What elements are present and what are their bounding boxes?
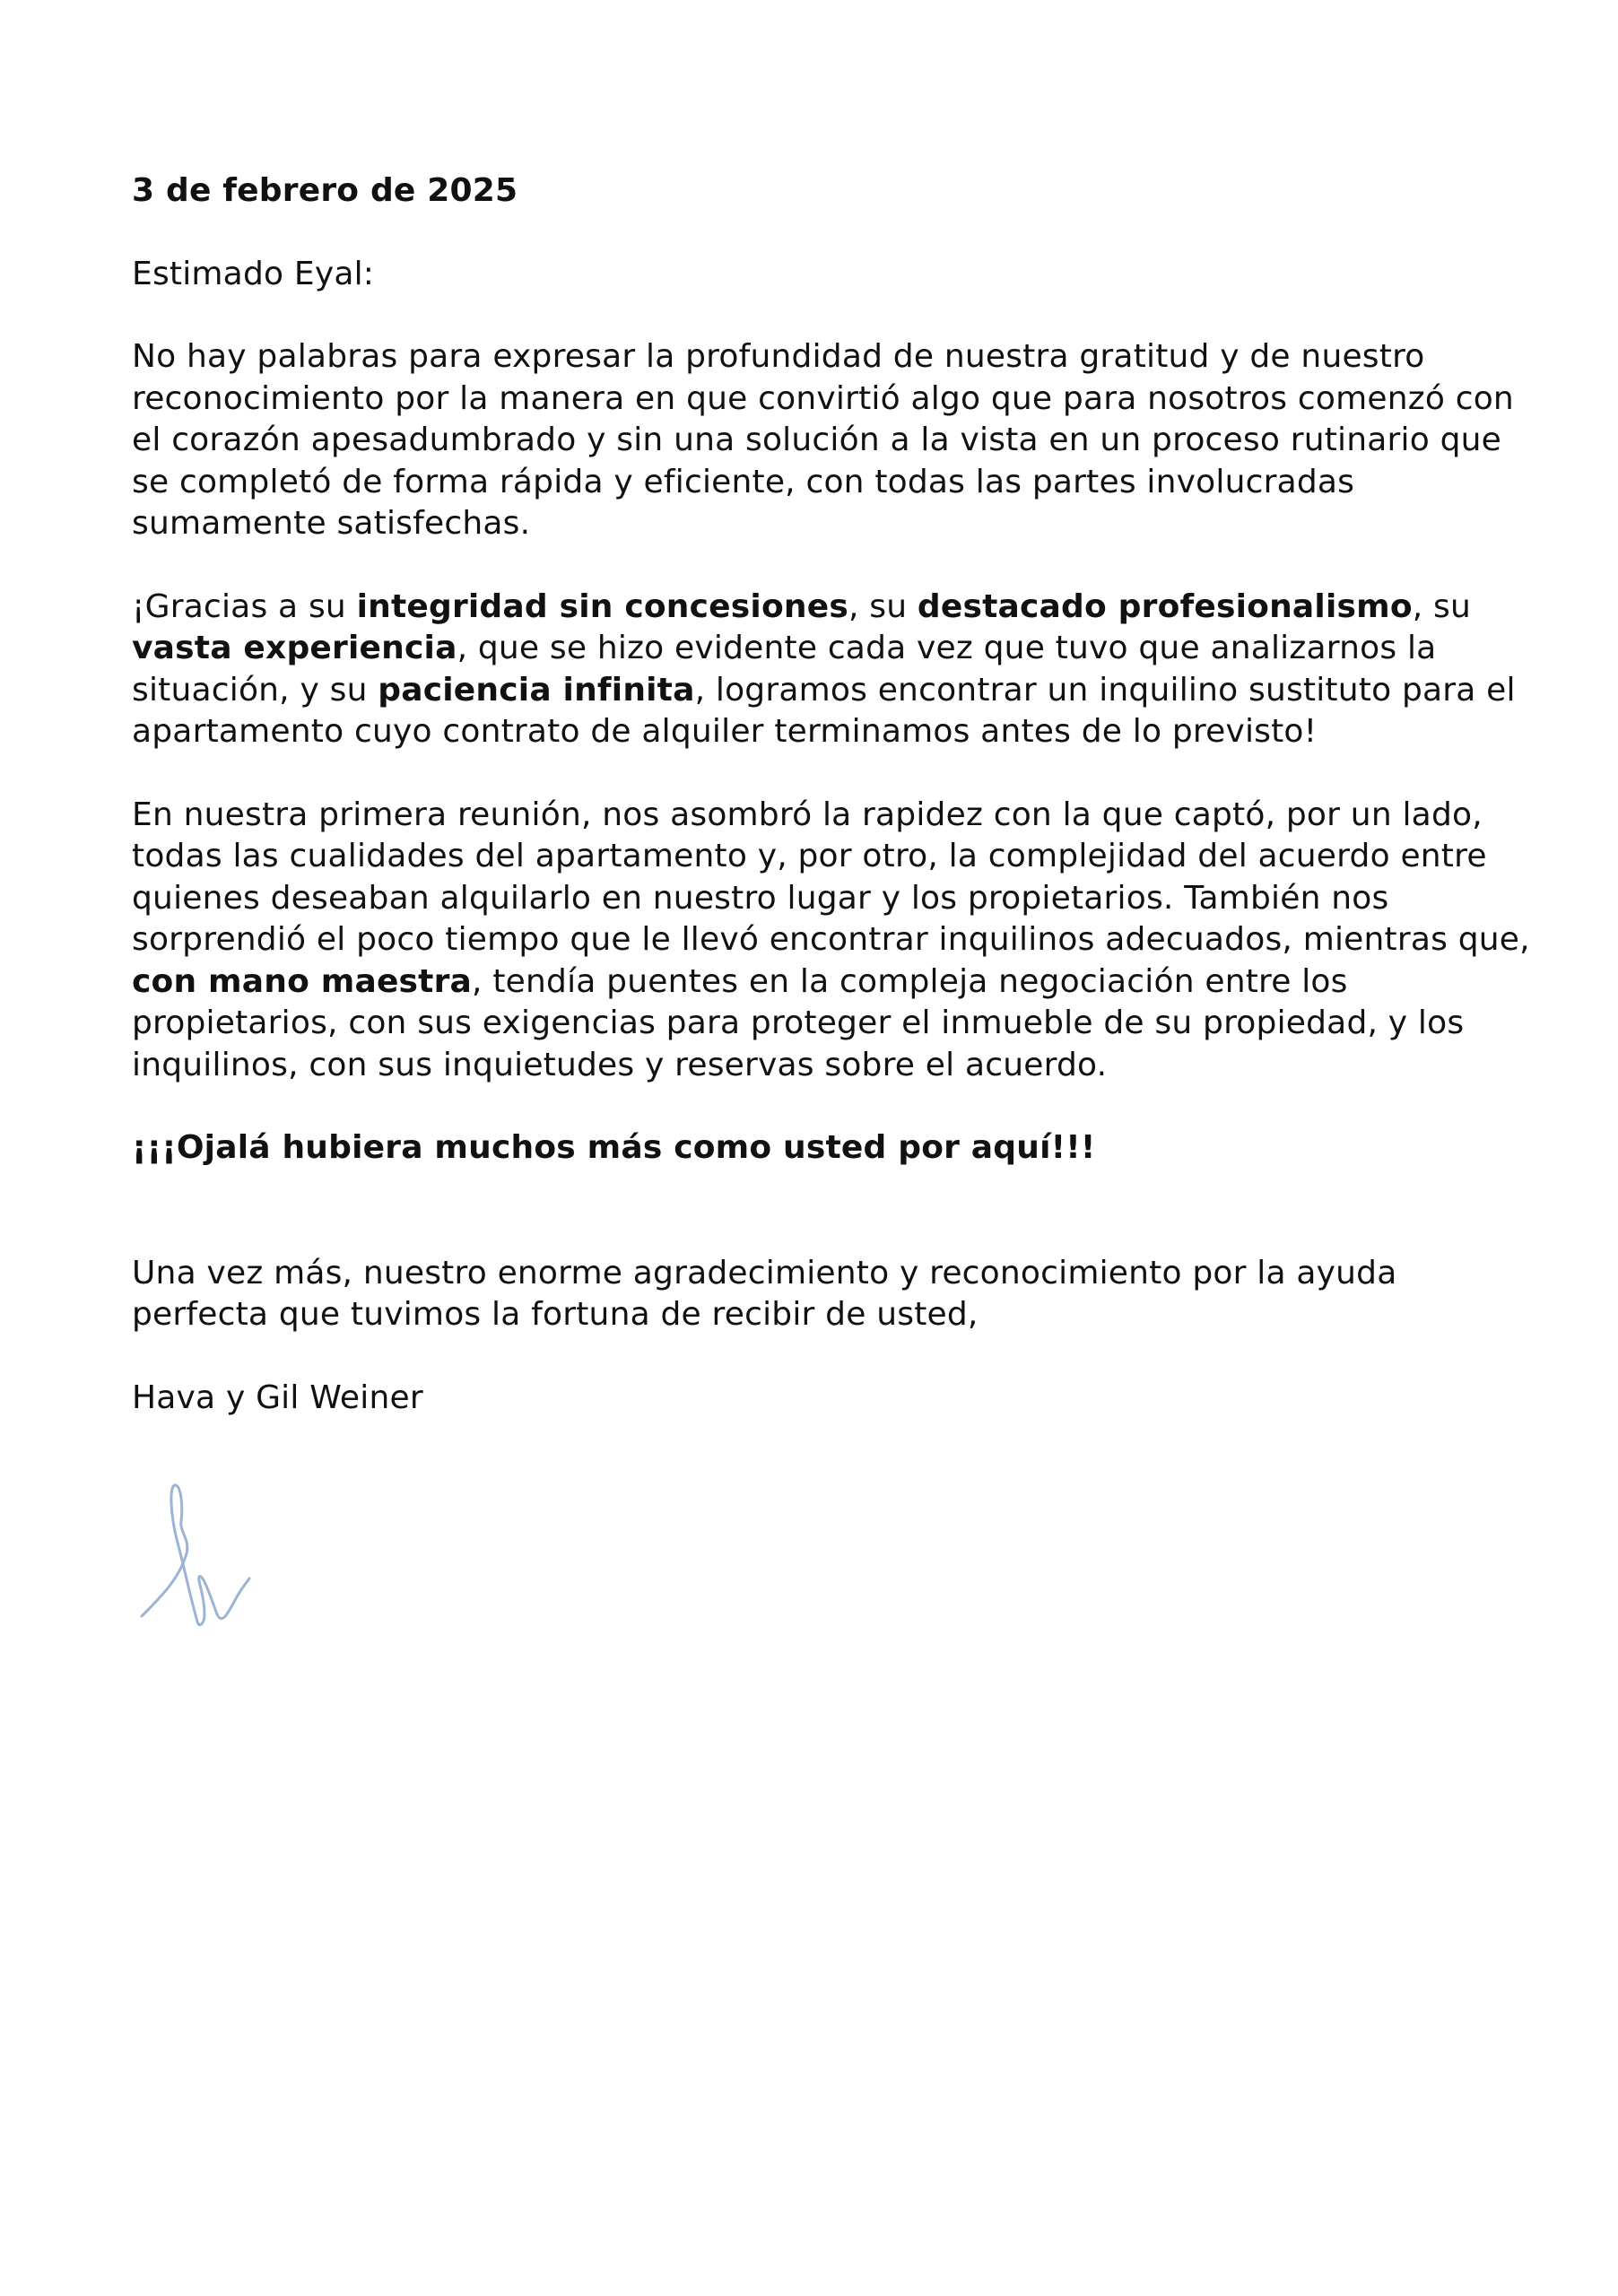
- text-run: En nuestra primera reunión, nos asombró la rapidez con la que captó, por un lado, todas las cualidades del apartamento y, por otro, la complejidad del acuerdo entre quienes deseaban alquilarlo en nuestro lugar y los propietarios. También nos sorprendió el poco tiempo que le llevó encontrar inquilinos adecuados, mientras que,: [132, 796, 1530, 958]
- text-run: , su: [1412, 587, 1472, 625]
- paragraph-qualities: [132, 587, 1531, 753]
- letter-body: [132, 170, 1531, 1419]
- text-run: , su: [848, 587, 918, 625]
- text-run: , logramos encontrar un inquilino sustituto para el apartamento cuyo contrato de alquiler terminamos antes de lo previsto!: [132, 671, 1516, 750]
- exclamation-line: ¡¡¡Ojalá hubiera muchos más como usted por aquí!!!: [132, 1129, 1096, 1166]
- text-run: , que se hizo evidente cada vez que tuvo que analizarnos la situación, y su: [132, 630, 1437, 709]
- closing-paragraph: Una vez más, nuestro enorme agradecimiento y reconocimiento por la ayuda perfecta que tuvimos la fortuna de recibir de usted,: [132, 1254, 1397, 1333]
- bold-paciencia: paciencia infinita: [378, 671, 695, 709]
- text-run: ¡Gracias a su: [132, 587, 357, 625]
- bold-profesionalismo: destacado profesionalismo: [917, 587, 1413, 625]
- paragraph-gratitude: No hay palabras para expresar la profundidad de nuestra gratitud y de nuestro reconocimiento por la manera en que convirtió algo que para nosotros comenzó con el corazón apesadumbrado y sin una solución a la vista en un proceso rutinario que se completó de forma rápida y eficiente, con todas las partes involucradas sumamente satisfechas.: [132, 338, 1514, 542]
- bold-integridad: integridad sin concesiones: [356, 587, 848, 625]
- letter-date: 3 de febrero de 2025: [132, 172, 518, 209]
- text-run: , tendía puentes en la compleja negociación entre los propietarios, con sus exigencias para proteger el inmueble de su propiedad, y los inquilinos, con sus inquietudes y reservas sobre el acuerdo.: [132, 962, 1465, 1083]
- bold-experiencia: vasta experiencia: [132, 630, 457, 666]
- bold-mano-maestra: con mano maestra: [132, 962, 473, 1000]
- paragraph-meeting: [132, 795, 1531, 1087]
- salutation: Estimado Eyal:: [132, 255, 375, 292]
- signers-name: Hava y Gil Weiner: [132, 1378, 423, 1416]
- handwritten-signature: [135, 1480, 260, 1632]
